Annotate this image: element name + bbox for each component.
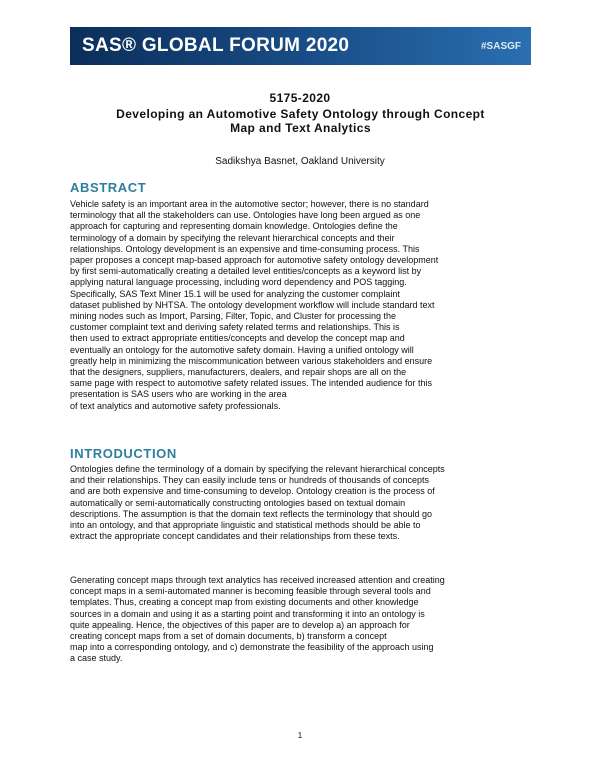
banner-title: SAS® GLOBAL FORUM 2020	[82, 35, 350, 56]
abstract-line: dataset published by NHTSA. The ontology development workflow will include standard text	[70, 299, 435, 310]
abstract-line: Vehicle safety is an important area in the automotive sector; however, there is no standard	[70, 199, 429, 209]
abstract-line: relationships. Ontology development is an expensive and time-consuming process. This	[70, 243, 420, 254]
intro-line: Ontologies define the terminology of a domain by specifying the relevant hierarchical concepts	[70, 464, 445, 474]
intro-line: and their relationships. They can easily include tens or hundreds of thousands of concepts	[70, 475, 430, 486]
abstract-line: same page with respect to automotive safety related issues. The intended audience for this	[70, 378, 433, 389]
intro-line: map into a corresponding ontology, and c) demonstrate the feasibility of the approach using	[70, 642, 434, 653]
intro-line: Generating concept maps through text analytics has received increased attention and creating	[70, 575, 445, 585]
intro-line: automatically or semi-automatically constructing ontologies based on textual domain	[70, 497, 406, 508]
intro-line: into an ontology, and that appropriate linguistic and statistical methods should be able to	[70, 520, 421, 531]
conference-banner	[70, 27, 531, 65]
abstract-line: that the designers, suppliers, manufacturers, dealers, and repair shops are all on the	[70, 367, 407, 378]
banner-hashtag: #SASGF	[480, 40, 521, 52]
abstract-heading: ABSTRACT	[70, 180, 147, 195]
paper-id: 5175-2020	[269, 91, 331, 105]
abstract-line: of text analytics and automotive safety professionals.	[70, 400, 281, 411]
abstract-line: eventually an ontology for the automotive safety domain. Having a unified ontology will	[70, 344, 414, 355]
intro-line: extract the appropriate concept candidates and their relationships from these texts.	[70, 531, 400, 542]
intro-line: and are both expensive and time-consuming to develop. Ontology creation is the process of	[70, 486, 435, 497]
intro-line: descriptions. The assumption is that the domain text reflects the terminology that should go	[70, 508, 433, 519]
intro-line: concept maps in a semi-automated manner is becoming feasible through several tools and	[70, 586, 431, 597]
intro-line: quite appealing. Hence, the objectives of this paper are to develop a) an approach for	[70, 619, 410, 630]
abstract-line: greatly help in minimizing the miscommunication between various stakeholders and ensure	[70, 355, 433, 366]
page-number: 1	[297, 731, 303, 740]
abstract-line: customer complaint text and deriving safety related terms and relationships. This is	[70, 322, 400, 333]
abstract-line: by first semi-automatically creating a detailed level entities/concepts as a keyword list by	[70, 266, 422, 277]
paper-title	[70, 107, 531, 135]
abstract-line: terminology of a domain by specifying the relevant hierarchical concepts and their	[70, 232, 395, 243]
abstract-line: applying natural language processing, including word dependency and POS tagging.	[70, 277, 407, 288]
introduction-paragraph-2	[70, 575, 531, 665]
abstract-line: Specifically, SAS Text Miner 15.1 will be used for analyzing the customer complaint	[70, 288, 400, 299]
intro-line: sources in a domain and using it as a starting point and transforming it into an ontology is	[70, 608, 425, 619]
intro-line: creating concept maps from a set of domain documents, b) transform a concept	[70, 631, 387, 642]
abstract-line: presentation is SAS users who are working in the area	[70, 389, 287, 400]
abstract-line: terminology that all the stakeholders can use. Ontologies have long been argued as one	[70, 210, 421, 221]
abstract-line: mining nodes such as Import, Parsing, Filter, Topic, and Cluster for processing the	[70, 311, 396, 322]
introduction-paragraph-1	[70, 464, 531, 542]
title-line: Developing an Automotive Safety Ontology through Concept	[116, 107, 485, 121]
author-line: Sadikshya Basnet, Oakland University	[215, 156, 385, 167]
introduction-heading: INTRODUCTION	[70, 446, 177, 461]
abstract-line: paper proposes a concept map-based approach for automotive safety ontology development	[70, 255, 439, 266]
title-line: Map and Text Analytics	[230, 121, 371, 135]
abstract-body	[70, 199, 531, 412]
abstract-line: then used to extract appropriate entities/concepts and develop the concept map and	[70, 333, 405, 344]
intro-line: templates. Thus, creating a concept map from existing documents and other knowledge	[70, 597, 419, 608]
intro-line: a case study.	[70, 653, 123, 664]
abstract-line: approach for capturing and representing domain knowledge. Ontologies define the	[70, 221, 398, 232]
